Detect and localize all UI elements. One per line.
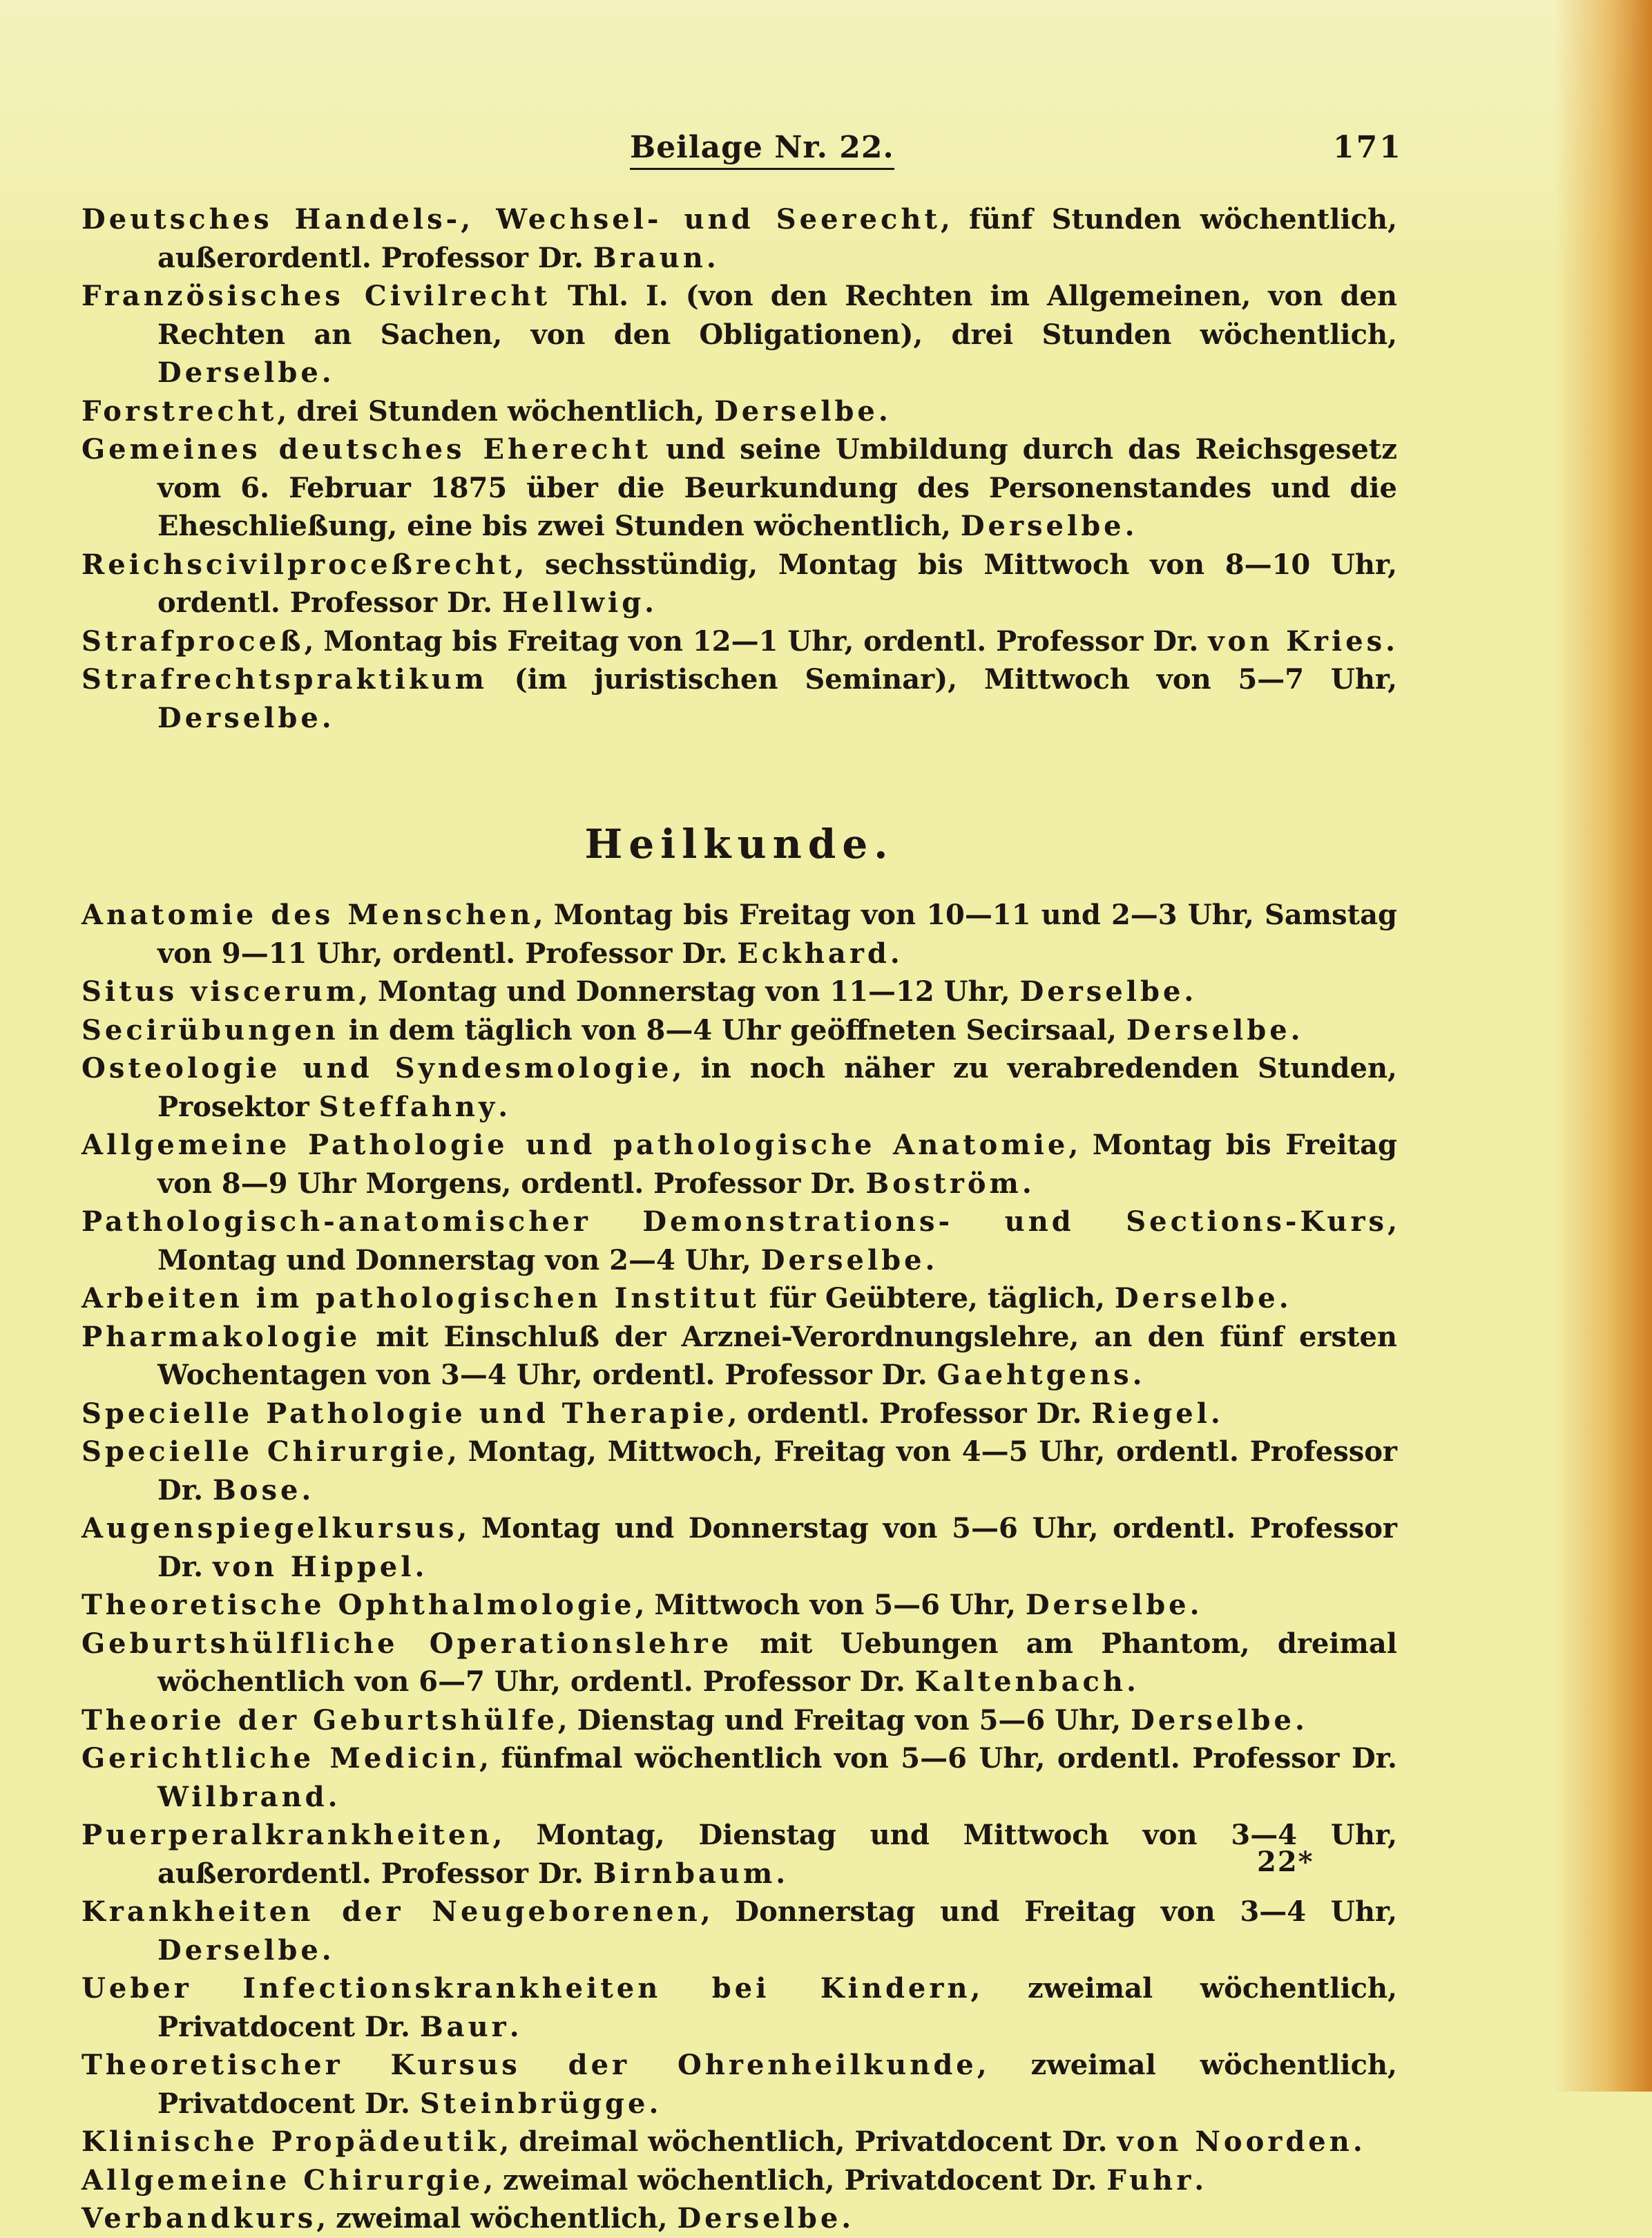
lecture-details: Thl. I. (von den Rechten im Allgemeinen, von den Rechten an Sachen, von den Obligationen), drei Stunden wöchentlich, [157, 280, 1397, 351]
lecture-entry [81, 430, 1397, 546]
entry-end: . [925, 1243, 935, 1276]
lecturer-name: Baur [419, 2010, 510, 2043]
lecturer-name: Wilbrand [157, 1780, 328, 1813]
lecture-details: , Montag, Dienstag und Mittwoch von 3—4 Uhr, außerordentl. Professor Dr. [157, 1819, 1397, 1890]
lecture-subject: Theoretischer Kursus der Ohrenheilkunde [81, 2049, 977, 2081]
lecture-entry [81, 2046, 1397, 2123]
entry-end: . [414, 1550, 425, 1583]
lecture-details: mit Einschluß der Arznei-Verordnungslehre, an den fünf ersten Wochentagen von 3—4 Uhr, ordentl. Professor Dr. [157, 1320, 1397, 1391]
lecture-entry [81, 1318, 1397, 1395]
lecture-details: , in noch näher zu verabredenden Stunden, Prosektor [157, 1052, 1397, 1123]
lecture-entry [81, 896, 1397, 973]
lecturer-name: Boström [865, 1167, 1022, 1200]
lecturer-name: von Kries [1208, 624, 1386, 658]
sheet-signature: 22* [1257, 1846, 1314, 1878]
lecture-details: , sechsstündig, Montag bis Mittwoch von 8—10 Uhr, ordentl. Professor Dr. [157, 548, 1397, 619]
lecture-details: , Mittwoch von 5—6 Uhr, [635, 1589, 1026, 1621]
entry-end: . [1194, 2163, 1204, 2197]
lecture-details: und seine Umbildung durch das Reichsgesetz vom 6. Februar 1875 über die Beurkundung des Personenstandes und die Eheschließung, eine bis zwei Stunden wöchentlich, [157, 433, 1397, 542]
lecture-entry [81, 1739, 1397, 1816]
lecture-details: , zweimal wöchentlich, Privatdocent Dr. [483, 2163, 1107, 2197]
lecture-details: , drei Stunden wöchentlich, [277, 394, 715, 428]
lecture-entry [81, 1509, 1397, 1586]
entry-end: . [649, 2087, 659, 2120]
entry-end: . [509, 2010, 519, 2043]
medicine-lectures-list [81, 896, 1397, 2238]
lecture-subject: Allgemeine Chirurgie [81, 2163, 484, 2197]
lecture-subject: Anatomie des Menschen [81, 899, 534, 931]
lecture-entry [81, 2199, 1397, 2238]
lecturer-name: Derselbe [1131, 1703, 1295, 1737]
lecture-details: in dem täglich von 8—4 Uhr geöffneten Secirsaal, [338, 1013, 1126, 1046]
lecturer-name: Hellwig [501, 586, 645, 619]
lecture-entry [81, 973, 1397, 1011]
lecture-subject: Gemeines deutsches Eherecht [81, 433, 652, 466]
lecturer-name: Kaltenbach [914, 1665, 1126, 1698]
lecture-details: , zweimal wöchentlich, Privatdocent Dr. [157, 2049, 1397, 2120]
lecture-subject: Forstrecht [81, 394, 278, 428]
lecturer-name: Derselbe [714, 394, 878, 428]
lecture-subject: Französisches Civilrecht [81, 280, 550, 312]
lecture-subject: Augenspiegelkursus [81, 1512, 458, 1544]
lecturer-name: von Hippel [212, 1550, 415, 1583]
entry-end: . [1021, 1167, 1032, 1200]
lecturer-name: Derselbe [677, 2202, 842, 2235]
law-lectures-list [81, 200, 1397, 737]
lecture-subject: Deutsches Handels-, Wechsel- und Seerecht [81, 203, 941, 236]
entry-end: . [1294, 1703, 1305, 1737]
lecturer-name: Steffahny [318, 1090, 499, 1123]
lecturer-name: Derselbe [960, 510, 1125, 542]
lecture-details: , Montag bis Freitag von 8—9 Uhr Morgens, ordentl. Professor Dr. [157, 1129, 1397, 1200]
lecture-entry [81, 1625, 1397, 1701]
lecture-entry [81, 1126, 1397, 1203]
entry-end: . [878, 394, 888, 428]
lecture-subject: Strafproceß [81, 624, 305, 658]
lecture-entry [81, 1701, 1397, 1740]
entry-end: . [1184, 975, 1194, 1008]
page-content [81, 200, 1397, 2238]
lecture-entry [81, 2123, 1397, 2161]
entry-end: . [1132, 1359, 1142, 1391]
lecture-subject: Pathologisch-anatomischer Demonstrations- und Sections-Kurs [81, 1205, 1388, 1238]
lecture-details: , zweimal wöchentlich, [316, 2202, 678, 2235]
lecture-details: , Donnerstag und Freitag von 3—4 Uhr, [700, 1895, 1397, 1928]
lecture-subject: Krankheiten der Neugeborenen [81, 1895, 701, 1928]
lecture-subject: Theorie der Geburtshülfe [81, 1703, 558, 1737]
lecture-details: , Montag, Mittwoch, Freitag von 4—5 Uhr, ordentl. Professor Dr. [157, 1435, 1397, 1507]
lecture-entry [81, 1049, 1397, 1126]
lecture-details: , zweimal wöchentlich, Privatdocent Dr. [157, 1972, 1398, 2043]
lecture-subject: Verbandkurs [81, 2202, 317, 2235]
lecturer-name: Fuhr [1106, 2163, 1195, 2197]
lecture-details: , fünf Stunden wöchentlich, außerordentl. Professor Dr. [157, 203, 1398, 274]
lecture-entry [81, 546, 1397, 622]
entry-end: . [321, 701, 332, 734]
lecture-entry [81, 1969, 1397, 2046]
lecture-details: , Montag und Donnerstag von 11—12 Uhr, [358, 975, 1020, 1008]
lecture-subject: Reichscivilproceßrecht [81, 548, 515, 581]
lecture-subject: Osteologie und Syndesmologie [81, 1052, 673, 1084]
header-title: Beilage Nr. 22. [630, 130, 894, 170]
entry-end: . [1278, 1282, 1289, 1314]
lecture-subject: Klinische Propädeutik [81, 2125, 500, 2158]
running-header [0, 130, 1652, 178]
lecture-entry [81, 1893, 1397, 1969]
lecture-subject: Allgemeine Pathologie und pathologische Anatomie [81, 1129, 1069, 1161]
lecturer-name: Gaehtgens [937, 1359, 1133, 1391]
lecture-entry [81, 1586, 1397, 1625]
entry-end: . [890, 937, 900, 970]
lecture-details: , Montag und Donnerstag von 5—6 Uhr, ordentl. Professor Dr. [157, 1512, 1397, 1583]
lecture-subject: Pharmakologie [81, 1320, 361, 1353]
entry-end: . [1189, 1589, 1200, 1621]
lecture-entry [81, 1279, 1397, 1318]
lecture-subject: Puerperalkrankheiten [81, 1819, 493, 1851]
lecture-subject: Arbeiten im pathologischen Institut [81, 1282, 760, 1314]
lecture-entry [81, 1011, 1397, 1050]
lecture-subject: Specielle Chirurgie [81, 1435, 448, 1468]
entry-end: . [841, 2202, 852, 2235]
lecture-subject: Ueber Infectionskrankheiten bei Kindern [81, 1972, 971, 2005]
lecture-details: , Montag und Donnerstag von 2—4 Uhr, [157, 1205, 1397, 1276]
entry-end: . [1352, 2125, 1363, 2158]
lecture-entry [81, 1816, 1397, 1893]
lecture-details: , Montag bis Freitag von 12—1 Uhr, ordentl. Professor Dr. [304, 624, 1209, 658]
lecturer-name: Derselbe [157, 701, 322, 734]
lecture-subject: Geburtshülfliche Operationslehre [81, 1627, 733, 1660]
lecturer-name: Derselbe [1114, 1282, 1279, 1314]
lecturer-name: Bose [212, 1473, 302, 1507]
lecture-entry [81, 660, 1397, 737]
entry-end: . [327, 1780, 338, 1813]
lecture-entry [81, 1433, 1397, 1509]
lecturer-name: Birnbaum [593, 1857, 776, 1890]
entry-end: . [321, 1933, 332, 1967]
lecturer-name: Derselbe [1019, 975, 1184, 1008]
entry-end: . [1124, 510, 1135, 542]
lecturer-name: Steinbrügge [419, 2087, 649, 2120]
lecturer-name: Derselbe [1126, 1013, 1291, 1046]
lecture-entry [81, 1395, 1397, 1433]
lecture-details: , fünfmal wöchentlich von 5—6 Uhr, ordentl. Professor Dr. [479, 1742, 1397, 1775]
lecture-details: (im juristischen Seminar), Mittwoch von 5—7 Uhr, [488, 663, 1397, 696]
lecture-details: , Montag bis Freitag von 10—11 und 2—3 Uhr, Samstag von 9—11 Uhr, ordentl. Professor Dr. [157, 899, 1397, 970]
lecture-entry [81, 277, 1397, 392]
lecture-entry [81, 622, 1397, 661]
lecture-entry [81, 1203, 1397, 1279]
entry-end: . [498, 1090, 508, 1123]
entry-end: . [1290, 1013, 1300, 1046]
lecturer-name: Eckhard [737, 937, 890, 970]
entry-end: . [1126, 1665, 1136, 1698]
lecture-subject: Situs viscerum [81, 975, 359, 1008]
lecturer-name: von Noorden [1117, 2125, 1353, 2158]
lecture-subject: Specielle Pathologie und Therapie [81, 1397, 728, 1430]
lecture-subject: Theoretische Ophthalmologie [81, 1589, 635, 1621]
lecturer-name: Derselbe [157, 1933, 322, 1967]
lecturer-name: Riegel [1091, 1397, 1211, 1430]
lecturer-name: Derselbe [760, 1243, 925, 1276]
entry-end: . [1210, 1397, 1220, 1430]
lecture-subject: Gerichtliche Medicin [81, 1742, 480, 1775]
lecture-entry [81, 2161, 1397, 2200]
lecture-details: , ordentl. Professor Dr. [727, 1397, 1092, 1430]
page-number: 171 [1333, 130, 1403, 165]
lecture-subject: Secirübungen [81, 1013, 339, 1046]
lecture-details: mit Uebungen am Phantom, dreimal wöchentlich von 6—7 Uhr, ordentl. Professor Dr. [157, 1627, 1397, 1698]
lecture-subject: Strafrechtspraktikum [81, 663, 488, 696]
entry-end: . [776, 1857, 786, 1890]
entry-end: . [1385, 624, 1396, 658]
lecture-entry [81, 200, 1397, 277]
lecture-details: , dreimal wöchentlich, Privatdocent Dr. [499, 2125, 1117, 2158]
entry-end: . [301, 1473, 311, 1507]
section-title: Heilkunde. [584, 821, 894, 868]
lecturer-name: Derselbe [157, 356, 322, 389]
lecture-details: , Dienstag und Freitag von 5—6 Uhr, [557, 1703, 1131, 1737]
lecturer-name: Braun [593, 241, 707, 274]
entry-end: . [644, 586, 655, 619]
lecturer-name: Derselbe [1025, 1589, 1190, 1621]
entry-end: . [706, 241, 716, 274]
entry-end: . [321, 356, 332, 389]
lecture-entry [81, 392, 1397, 431]
lecture-details: für Geübtere, täglich, [759, 1282, 1115, 1314]
